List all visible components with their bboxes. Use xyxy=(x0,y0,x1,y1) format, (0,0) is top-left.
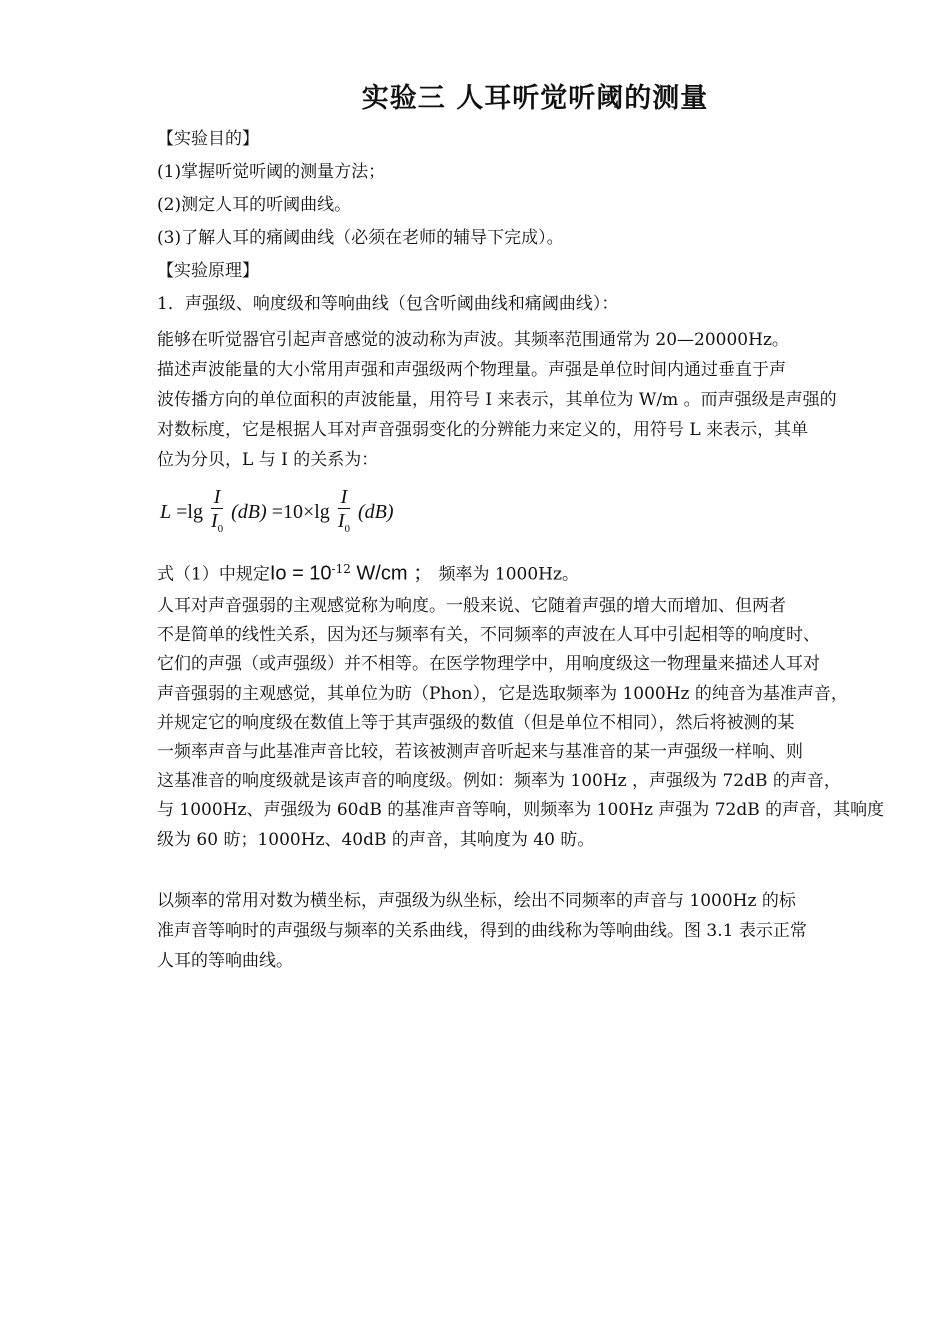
formula-den-subscript: 0 xyxy=(217,523,224,535)
paragraph-line: 声音强弱的主观感觉，其单位为昉（Phon），它是选取频率为 1000Hz 的纯音为基准声音， xyxy=(157,683,848,704)
formula-denominator xyxy=(338,509,350,541)
io-suffix: 频率为 1000Hz。 xyxy=(433,564,579,585)
goal-item-3: (3)了解人耳的痛阈曲线（必须在老师的辅导下完成）。 xyxy=(157,228,564,248)
paragraph-line: 能够在听觉器官引起声音感觉的波动称为声波。其频率范围通常为 20—20000Hz。 xyxy=(157,330,789,350)
paragraph-line: 与 1000Hz、声强级为 60dB 的基准声音等响，则频率为 100Hz 声强为 72dB 的声音，其响度 xyxy=(157,800,885,821)
formula-unit-1: (dB) xyxy=(231,501,267,524)
paragraph-line: 描述声波能量的大小常用声强和声强级两个物理量。声强是单位时间内通过垂直于声 xyxy=(157,360,786,380)
paragraph-loudness xyxy=(157,592,885,855)
formula-numerator: I xyxy=(211,486,223,509)
formula-fraction-2 xyxy=(338,486,350,541)
paragraph-line: 波传播方向的单位面积的声波能量，用符号 I 来表示，其单位为 W/m 。而声强级是声强的 xyxy=(157,390,837,410)
paragraph-sound-waves xyxy=(157,325,877,475)
sound-level-formula xyxy=(160,486,460,544)
formula-denominator xyxy=(211,509,223,541)
formula-den-symbol: I xyxy=(337,510,345,532)
paragraph-line: 一频率声音与此基准声音比较，若该被测声音听起来与基准音的某一声强级一样响、则 xyxy=(157,742,803,763)
formula-den-subscript: 0 xyxy=(344,523,350,535)
subheading-sound-level: 1．声强级、响度级和等响曲线（包含听阈曲线和痛阈曲线）： xyxy=(157,294,619,314)
paragraph-line: 对数标度，它是根据人耳对声音强弱变化的分辨能力来定义的，用符号 L 来表示，其单 xyxy=(157,420,809,440)
section-heading-purpose: 【实验目的】 xyxy=(157,129,259,149)
formula-numerator: I xyxy=(338,486,350,509)
paragraph-line: 级为 60 昉；1000Hz、40dB 的声音，其响度为 40 昉。 xyxy=(157,829,595,850)
paragraph-line: 它们的声强（或声强级）并不相等。在医学物理学中，用响度级这一物理量来描述人耳对 xyxy=(157,654,820,675)
paragraph-line: 并规定它的响度级在数值上等于其声强级的数值（但是单位不相同），然后将被测的某 xyxy=(157,712,795,733)
paragraph-line: 位为分贝，L 与 I 的关系为： xyxy=(157,450,379,470)
formula-eq2: =10×lg xyxy=(271,501,330,524)
goal-item-2: (2)测定人耳的听阈曲线。 xyxy=(157,195,352,215)
paragraph-line: 人耳对声音强弱的主观感觉称为响度。一般来说、它随着声强的增大而增加、但两者 xyxy=(157,596,786,616)
io-prefix: 式（1）中规定 xyxy=(157,564,270,585)
section-heading-principle: 【实验原理】 xyxy=(157,261,259,281)
goal-item-1: (1)掌握听觉听阈的测量方法； xyxy=(157,162,386,182)
paragraph-line: 以频率的常用对数为横坐标，声强级为纵坐标，绘出不同频率的声音与 1000Hz 的标 xyxy=(157,891,796,911)
paragraph-equal-loudness xyxy=(157,886,877,976)
paragraph-line: 不是简单的线性关系，因为还与频率有关，不同频率的声波在人耳中引起相等的响度时、 xyxy=(157,625,820,646)
reference-intensity-line xyxy=(157,556,579,588)
formula-symbol-l: L xyxy=(160,501,172,524)
paragraph-line: 准声音等响时的声强级与频率的关系曲线，得到的曲线称为等响曲线。图 3.1 表示正常 xyxy=(157,921,807,941)
formula-unit-2: (dB) xyxy=(357,501,394,524)
page-title: 实验三 人耳听觉听阈的测量 xyxy=(361,83,709,114)
paragraph-line: 人耳的等响曲线。 xyxy=(157,951,293,971)
paragraph-line: 这基准音的响度级就是该声音的响度级。例如：频率为 100Hz ，声强级为 72dB 的声音， xyxy=(157,771,841,792)
formula-eq1: =lg xyxy=(176,501,203,524)
io-exponent: -12 xyxy=(331,562,351,576)
io-value: Io = 10 xyxy=(269,562,332,585)
formula-fraction-1 xyxy=(211,486,223,541)
formula-den-symbol: I xyxy=(210,510,218,532)
io-unit: W/cm ； xyxy=(350,562,434,585)
